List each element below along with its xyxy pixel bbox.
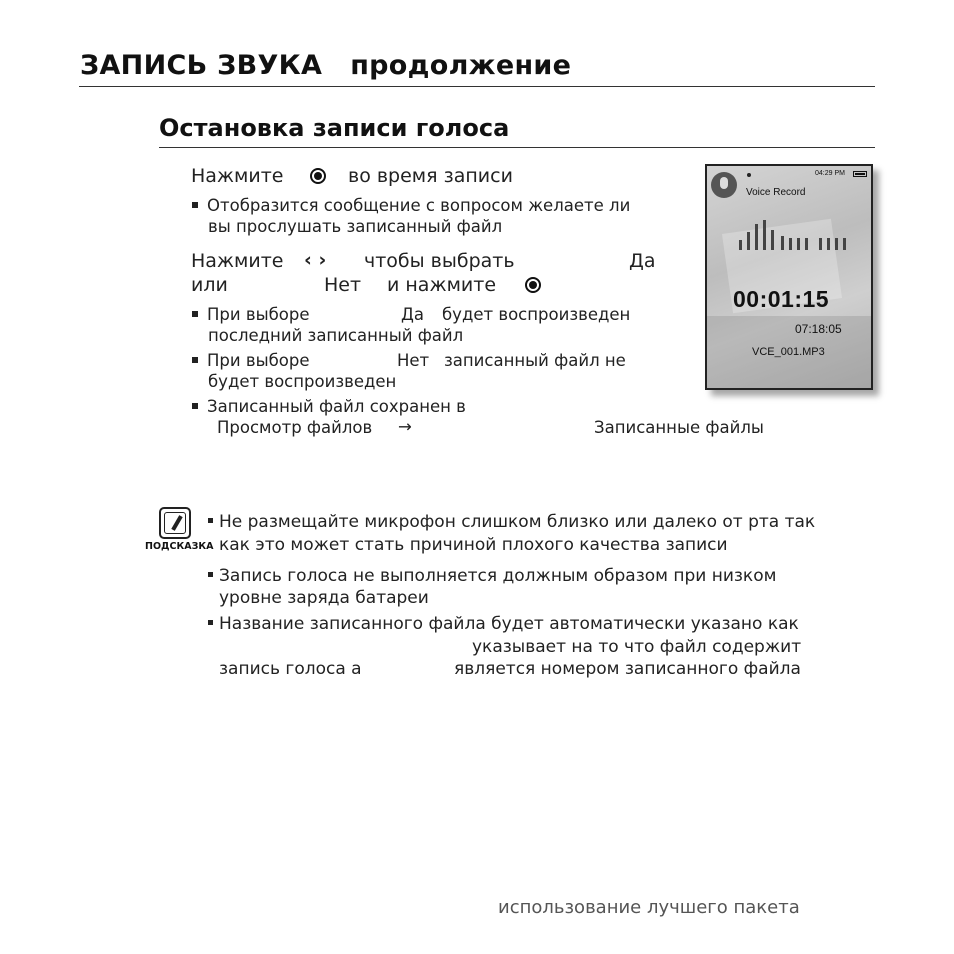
bullet-2-line1: При выборе bbox=[192, 305, 310, 324]
bullet-4-line1: Записанный файл сохранен в bbox=[192, 397, 466, 416]
page-footer: использование лучшего пакета bbox=[498, 897, 800, 918]
bullet-marker bbox=[192, 357, 198, 363]
step2-prefix: Нажмите bbox=[191, 250, 284, 272]
device-mode: Voice Record bbox=[746, 187, 806, 198]
bullet-1-line2: вы прослушать записанный файл bbox=[208, 217, 503, 236]
bullet-marker bbox=[192, 202, 198, 208]
bullet-marker bbox=[208, 572, 213, 577]
section-title: Остановка записи голоса bbox=[159, 114, 510, 142]
tip-3-line3-a: запись голоса а bbox=[219, 659, 362, 679]
audio-level-meter bbox=[739, 220, 849, 250]
device-screen bbox=[705, 164, 873, 390]
bullet-3-no: Нет bbox=[397, 351, 430, 370]
bullet-marker bbox=[208, 620, 213, 625]
bullet-4-recorded-files: Записанные файлы bbox=[594, 418, 764, 437]
tip-1-line2: как это может стать причиной плохого качества записи bbox=[219, 535, 728, 555]
right-arrow-icon: → bbox=[398, 417, 412, 436]
microphone-icon bbox=[711, 172, 737, 198]
step2-or: или bbox=[191, 274, 228, 296]
step2-yes: Да bbox=[629, 250, 656, 272]
bullet-3-line2: будет воспроизведен bbox=[208, 372, 397, 391]
tip-3-line2: указывает на то что файл содержит bbox=[472, 637, 802, 657]
page-title-main: ЗАПИСЬ ЗВУКА bbox=[80, 50, 323, 81]
bullet-3-line1: При выборе bbox=[192, 351, 310, 370]
bullet-marker bbox=[208, 518, 213, 523]
tip-2-line1: Запись голоса не выполняется должным образом при низком bbox=[208, 566, 776, 586]
battery-icon bbox=[853, 171, 867, 177]
section-divider bbox=[159, 147, 875, 148]
tip-3-line3-b: является номером записанного файла bbox=[454, 659, 801, 679]
step1-suffix: во время записи bbox=[348, 165, 513, 187]
page-title-continued: продолжение bbox=[350, 50, 572, 81]
remaining-time: 07:18:05 bbox=[795, 322, 842, 336]
bullet-marker bbox=[192, 311, 198, 317]
bullet-3-rest: записанный файл не bbox=[444, 351, 626, 370]
bullet-2-yes: Да bbox=[401, 305, 425, 324]
select-button-icon-2 bbox=[525, 277, 541, 293]
hint-label: ПОДСКАЗКА bbox=[145, 541, 214, 552]
tip-3-line1: Название записанного файла будет автоматически указано как bbox=[208, 614, 799, 634]
record-dot-icon bbox=[747, 173, 751, 177]
tip-2-line2: уровне заряда батареи bbox=[219, 588, 429, 608]
bullet-4-file-browser: Просмотр файлов bbox=[217, 418, 373, 437]
step2-middle: чтобы выбрать bbox=[364, 250, 515, 272]
left-right-arrows-icon: ‹ › bbox=[304, 249, 327, 271]
tip-1-line1: Не размещайте микрофон слишком близко или далеко от рта так bbox=[208, 512, 815, 532]
page-title bbox=[80, 50, 571, 81]
step2-end: и нажмите bbox=[387, 274, 497, 296]
bullet-1-line1: Отобразится сообщение с вопросом желаете ли bbox=[192, 196, 630, 215]
bullet-2-line2: последний записанный файл bbox=[208, 326, 464, 345]
select-button-icon bbox=[310, 168, 326, 184]
title-divider bbox=[79, 86, 875, 87]
device-clock: 04:29 PM bbox=[815, 170, 845, 177]
elapsed-time: 00:01:15 bbox=[733, 286, 830, 312]
bullet-marker bbox=[192, 403, 198, 409]
step2-no: Нет bbox=[324, 274, 362, 296]
step1-prefix: Нажмите bbox=[191, 165, 284, 187]
hint-pencil-icon bbox=[159, 507, 191, 539]
bullet-2-rest: будет воспроизведен bbox=[442, 305, 631, 324]
file-name: VCE_001.MP3 bbox=[752, 346, 825, 358]
